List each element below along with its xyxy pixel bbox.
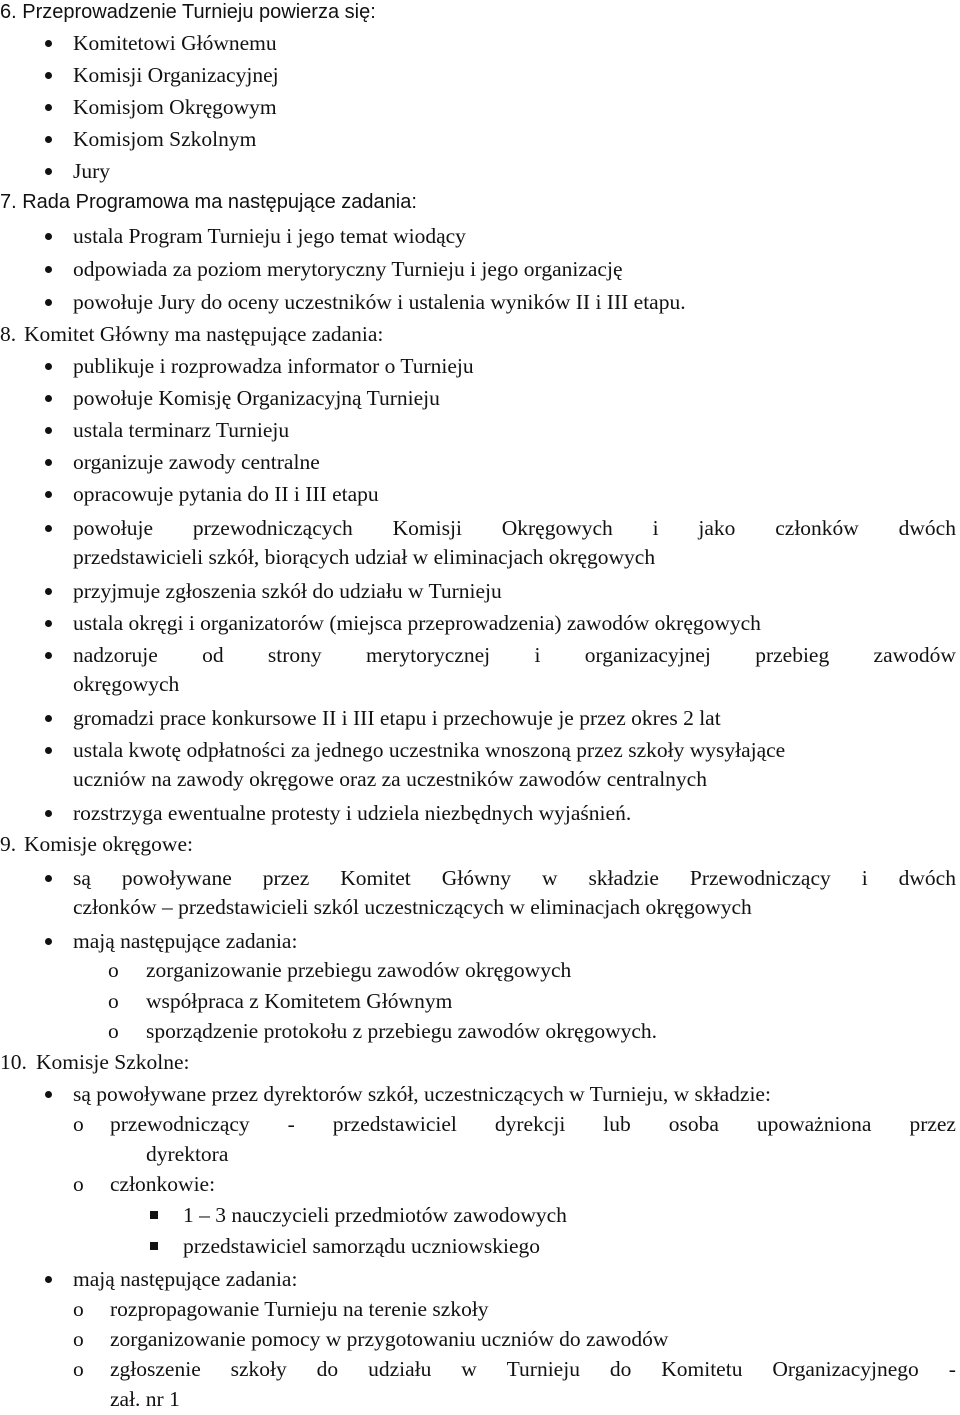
bullet-icon — [45, 136, 52, 143]
sub-sub-list-item: przedstawiciel samorządu uczniowskiego — [0, 1230, 956, 1262]
list-item-continuation: okręgowych — [73, 672, 180, 696]
bullet-icon — [45, 875, 52, 882]
section-7-heading: 7. Rada Programowa ma następujące zadania: — [0, 191, 417, 213]
sub-list-item: o rozpropagowanie Turnieju na terenie szkoły — [0, 1293, 956, 1325]
section-9-heading: 9. Komisje okręgowe: — [0, 832, 193, 856]
list-item: przyjmuje zgłoszenia szkół do udziału w Turnieju — [0, 575, 956, 607]
bullet-icon — [45, 810, 52, 817]
list-item: Komitetowi Głównemu — [0, 27, 956, 59]
square-bullet-icon — [150, 1211, 158, 1219]
bullet-icon — [45, 299, 52, 306]
bullet-icon — [45, 525, 52, 532]
justified-line: są powoływane przez Komitet Główny w składzie Przewodniczący i dwóch — [73, 866, 956, 890]
sub-list-item: o współpraca z Komitetem Głównym — [0, 985, 956, 1017]
list-item: gromadzi prace konkursowe II i III etapu i przechowuje je przez okres 2 lat — [0, 702, 956, 734]
bullet-icon — [45, 363, 52, 370]
circle-bullet-icon: o — [73, 1112, 84, 1136]
section-6-heading: 6. Przeprowadzenie Turnieju powierza się: — [0, 1, 376, 23]
list-item: mają następujące zadania: — [0, 925, 956, 957]
section-10-heading: 10. Komisje Szkolne: — [0, 1050, 190, 1074]
bullet-icon — [45, 652, 52, 659]
sub-list-item-continuation: zał. nr 1 — [110, 1387, 180, 1411]
sub-list-item: o członkowie: — [0, 1168, 956, 1200]
bullet-icon — [45, 747, 52, 754]
circle-bullet-icon: o — [108, 1019, 119, 1043]
justified-line: przewodniczący - przedstawiciel dyrekcji lub osoba upoważniona przez — [110, 1112, 956, 1136]
bullet-icon — [45, 938, 52, 945]
list-item: powołuje Jury do oceny uczestników i ustalenia wyników II i III etapu. — [0, 286, 956, 318]
circle-bullet-icon: o — [108, 989, 119, 1013]
section-8-heading: 8. Komitet Główny ma następujące zadania: — [0, 322, 384, 346]
justified-line: nadzoruje od strony merytorycznej i organizacyjnej przebieg zawodów — [73, 643, 956, 667]
list-item: ustala terminarz Turnieju — [0, 414, 956, 446]
list-item: odpowiada za poziom merytoryczny Turnieju i jego organizację — [0, 253, 956, 285]
bullet-icon — [45, 395, 52, 402]
sub-list-item: o sporządzenie protokołu z przebiegu zawodów okręgowych. — [0, 1015, 956, 1047]
list-item — [0, 639, 956, 671]
bullet-icon — [45, 427, 52, 434]
circle-bullet-icon: o — [73, 1357, 84, 1381]
list-item: ustala kwotę odpłatności za jednego uczestnika wnoszoną przez szkoły wysyłające — [0, 734, 956, 766]
list-item — [0, 512, 956, 544]
bullet-icon — [45, 40, 52, 47]
sub-sub-list-item: 1 – 3 nauczycieli przedmiotów zawodowych — [0, 1199, 956, 1231]
bullet-icon — [45, 620, 52, 627]
list-item-continuation: uczniów na zawody okręgowe oraz za uczestników zawodów centralnych — [73, 767, 707, 791]
sub-list-item-continuation: dyrektora — [146, 1142, 229, 1166]
list-item: Jury — [0, 155, 956, 187]
bullet-icon — [45, 588, 52, 595]
circle-bullet-icon: o — [73, 1327, 84, 1351]
square-bullet-icon — [150, 1242, 158, 1250]
justified-line: zgłoszenie szkoły do udziału w Turnieju do Komitetu Organizacyjnego - — [110, 1357, 956, 1381]
sub-list-item — [0, 1108, 956, 1140]
list-item: mają następujące zadania: — [0, 1263, 956, 1295]
list-item — [0, 862, 956, 894]
circle-bullet-icon: o — [73, 1297, 84, 1321]
bullet-icon — [45, 233, 52, 240]
sub-list-item: o zorganizowanie przebiegu zawodów okręgowych — [0, 954, 956, 986]
list-item: ustala okręgi i organizatorów (miejsca przeprowadzenia) zawodów okręgowych — [0, 607, 956, 639]
bullet-icon — [45, 168, 52, 175]
list-item: organizuje zawody centralne — [0, 446, 956, 478]
bullet-icon — [45, 266, 52, 273]
list-item: ustala Program Turnieju i jego temat wiodący — [0, 220, 956, 252]
bullet-icon — [45, 72, 52, 79]
list-item: Komisjom Okręgowym — [0, 91, 956, 123]
bullet-icon — [45, 1091, 52, 1098]
list-item: Komisjom Szkolnym — [0, 123, 956, 155]
list-item: są powoływane przez dyrektorów szkół, uczestniczących w Turnieju, w składzie: — [0, 1078, 956, 1110]
circle-bullet-icon: o — [108, 958, 119, 982]
bullet-icon — [45, 1276, 52, 1283]
list-item: Komisji Organizacyjnej — [0, 59, 956, 91]
list-item: powołuje Komisję Organizacyjną Turnieju — [0, 382, 956, 414]
sub-list-item — [0, 1353, 956, 1385]
list-item: rozstrzyga ewentualne protesty i udziela niezbędnych wyjaśnień. — [0, 797, 956, 829]
circle-bullet-icon: o — [73, 1172, 84, 1196]
list-item-continuation: członków – przedstawicieli szkól uczestniczących w eliminacjach okręgowych — [73, 895, 752, 919]
bullet-icon — [45, 715, 52, 722]
list-item: publikuje i rozprowadza informator o Turnieju — [0, 350, 956, 382]
list-item-continuation: przedstawicieli szkół, biorących udział w eliminacjach okręgowych — [73, 545, 656, 569]
bullet-icon — [45, 459, 52, 466]
sub-list-item: o zorganizowanie pomocy w przygotowaniu uczniów do zawodów — [0, 1323, 956, 1355]
justified-line: powołuje przewodniczących Komisji Okręgowych i jako członków dwóch — [73, 516, 956, 540]
bullet-icon — [45, 491, 52, 498]
bullet-icon — [45, 104, 52, 111]
list-item: opracowuje pytania do II i III etapu — [0, 478, 956, 510]
